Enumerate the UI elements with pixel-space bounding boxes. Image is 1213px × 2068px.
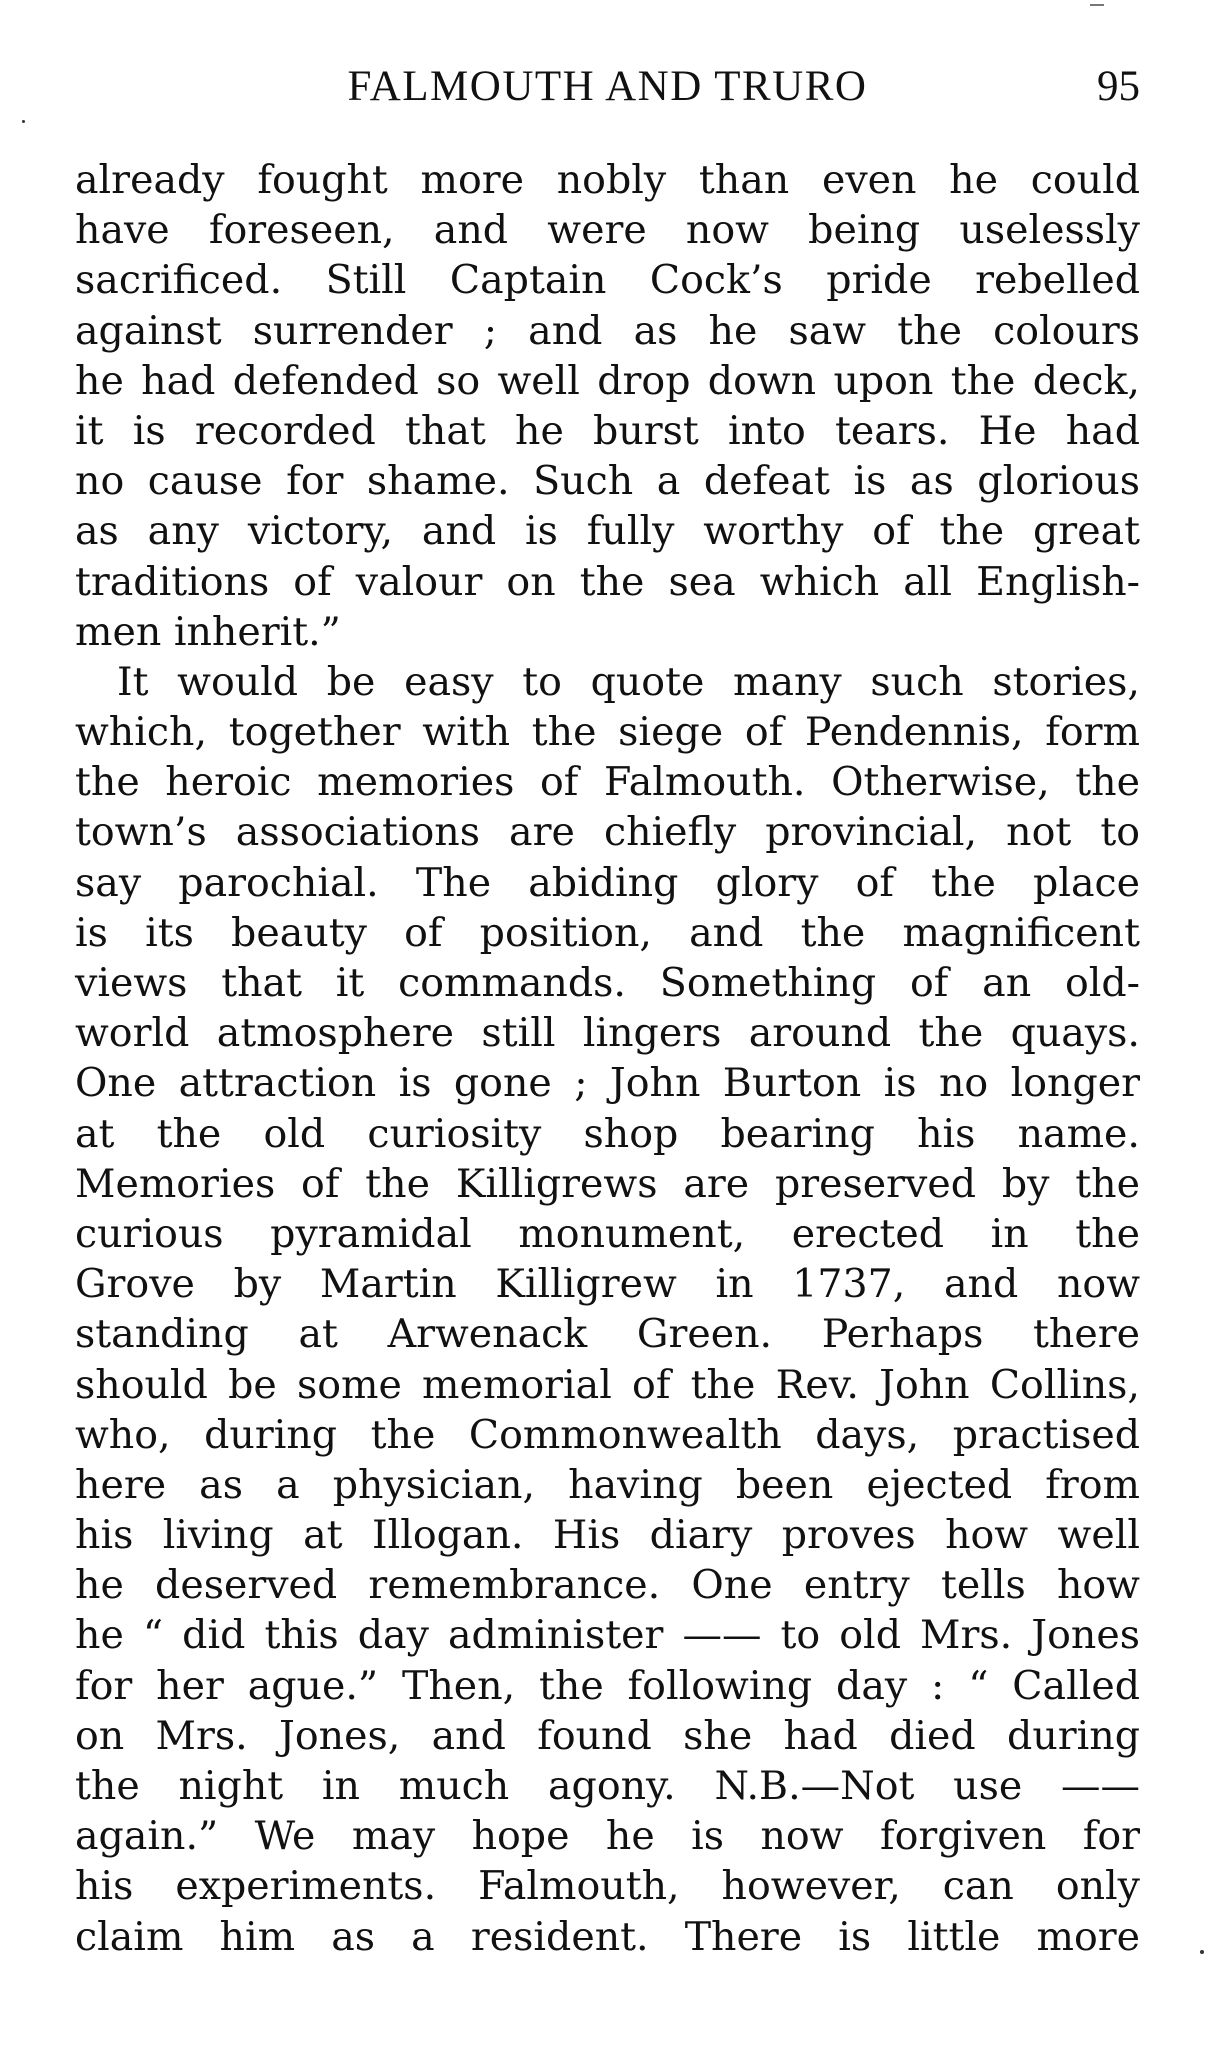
text-line: the night in much agony. N.B.—Not use —— xyxy=(75,1763,1140,1809)
text-line: as any victory, and is fully worthy of the great xyxy=(75,508,1140,555)
running-head-title: FALMOUTH AND TRURO xyxy=(347,63,868,110)
text-line: no cause for shame. Such a defeat is as glorious xyxy=(75,458,1140,505)
scan-speck xyxy=(1200,1950,1204,1954)
text-line: views that it commands. Something of an old- xyxy=(75,960,1140,1006)
text-line: who, during the Commonwealth days, practised xyxy=(75,1411,1140,1458)
paragraph-1 xyxy=(75,155,1140,657)
text-line: curious pyramidal monument, erected in the xyxy=(75,1210,1140,1257)
text-line: standing at Arwenack Green. Perhaps there xyxy=(75,1311,1140,1358)
running-head xyxy=(75,62,1140,112)
body-text xyxy=(75,155,1140,1962)
text-line: his experiments. Falmouth, however, can only xyxy=(75,1863,1140,1910)
text-line: here as a physician, having been ejected from xyxy=(75,1461,1140,1508)
text-line: say parochial. The abiding glory of the place xyxy=(75,859,1140,906)
text-line: It would be easy to quote many such stories, xyxy=(117,658,1140,705)
scan-speck xyxy=(1090,4,1104,6)
text-line: again.” We may hope he is now forgiven for xyxy=(75,1813,1140,1860)
text-line: Grove by Martin Killigrew in 1737, and now xyxy=(75,1261,1140,1308)
text-line: Memories of the Killigrews are preserved by the xyxy=(75,1160,1140,1207)
paragraph-2 xyxy=(75,657,1140,1962)
text-line: on Mrs. Jones, and found she had died during xyxy=(75,1712,1140,1759)
text-line: world atmosphere still lingers around the quays. xyxy=(75,1010,1140,1057)
text-line: it is recorded that he burst into tears. He had xyxy=(75,407,1140,454)
text-line: is its beauty of position, and the magnificent xyxy=(75,909,1140,956)
text-line: he “ did this day administer —— to old Mrs. Jones xyxy=(75,1612,1140,1659)
text-line: for her ague.” Then, the following day : “ Called xyxy=(75,1662,1140,1709)
text-line: already fought more nobly than even he could xyxy=(75,157,1140,203)
scan-speck xyxy=(22,120,25,123)
page-number: 95 xyxy=(1097,63,1140,110)
text-line: should be some memorial of the Rev. John Collins, xyxy=(75,1361,1140,1408)
text-line: men inherit.” xyxy=(75,608,341,655)
text-line: against surrender ; and as he saw the colours xyxy=(75,307,1140,354)
text-line: traditions of valour on the sea which all English- xyxy=(75,558,1140,605)
text-line: have foreseen, and were now being uselessly xyxy=(75,207,1140,254)
text-line: the heroic memories of Falmouth. Otherwise, the xyxy=(75,759,1140,806)
text-line: he deserved remembrance. One entry tells how xyxy=(75,1562,1140,1609)
text-line: he had defended so well drop down upon the deck, xyxy=(75,357,1140,404)
text-line: town’s associations are chiefly provincial, not to xyxy=(75,809,1140,856)
text-line: which, together with the siege of Pendennis, form xyxy=(75,709,1140,756)
text-line: sacrificed. Still Captain Cock’s pride rebelled xyxy=(75,257,1140,304)
text-line: One attraction is gone ; John Burton is no longer xyxy=(75,1060,1140,1107)
text-line: claim him as a resident. There is little more xyxy=(75,1913,1140,1960)
text-line: his living at Illogan. His diary proves how well xyxy=(75,1512,1140,1559)
text-line: at the old curiosity shop bearing his name. xyxy=(75,1110,1140,1157)
